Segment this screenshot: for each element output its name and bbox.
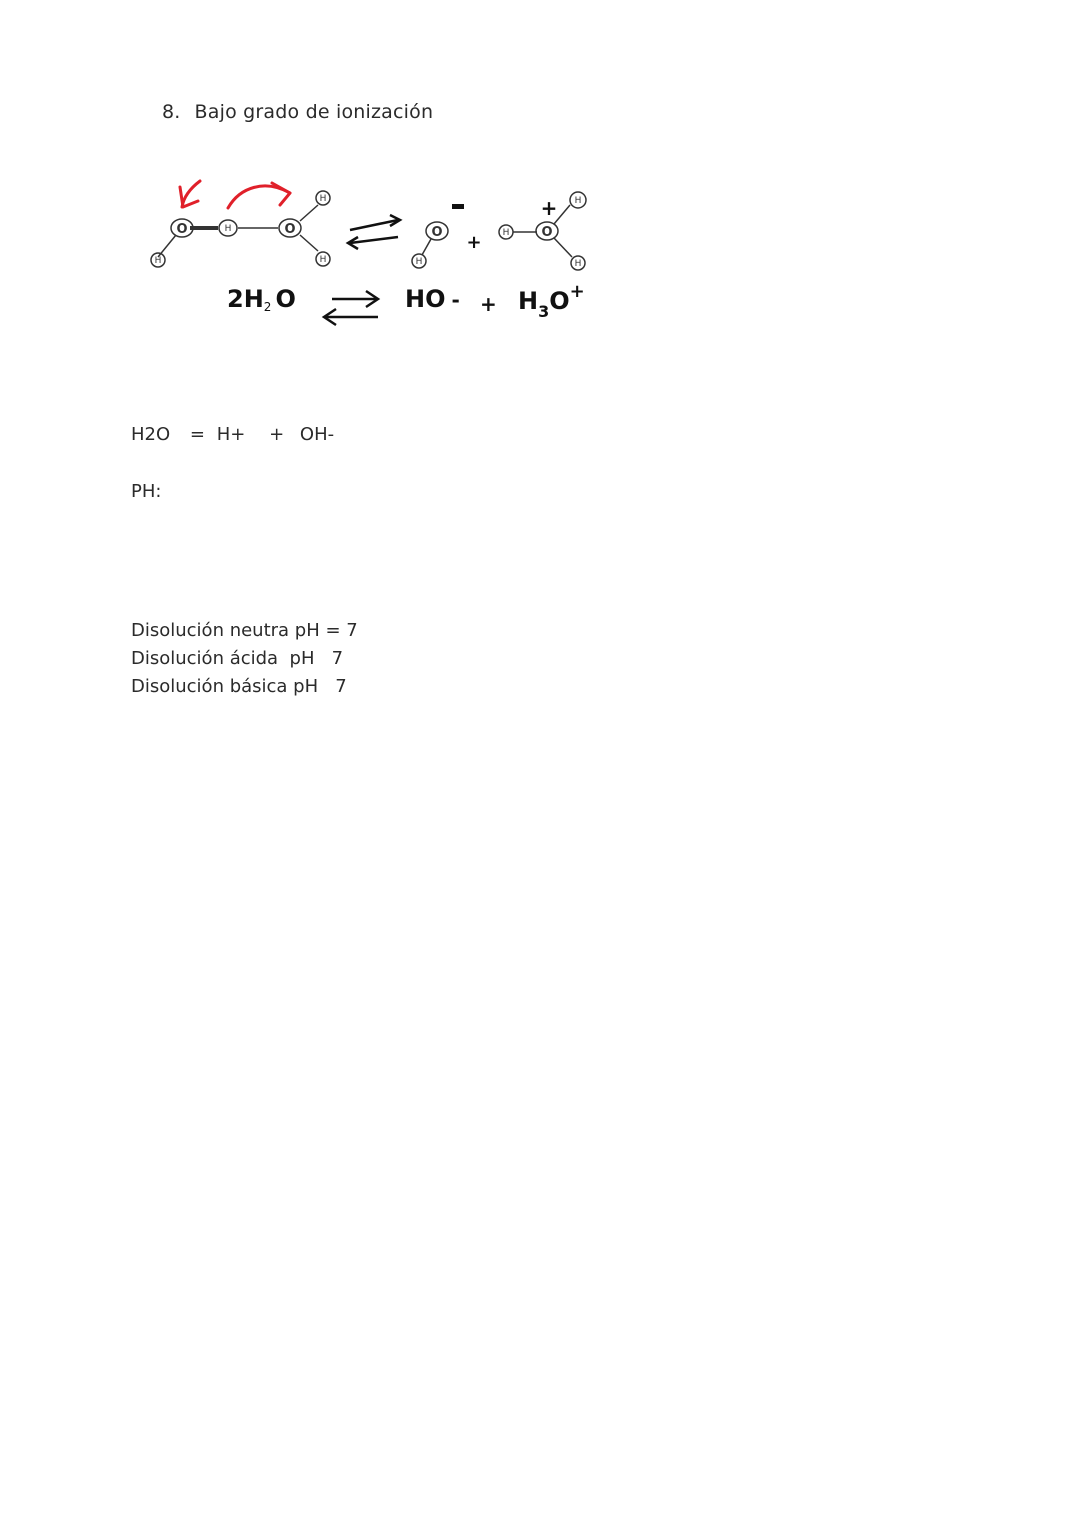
equilibrium-arrows-top (348, 215, 400, 249)
svg-text:H: H (502, 228, 510, 238)
svg-text:H: H (574, 259, 582, 269)
svg-text:H: H (224, 224, 232, 234)
solution-acid: Disolución ácida pH 7 (131, 648, 344, 669)
svg-text:H: H (154, 256, 162, 266)
section-heading (162, 101, 433, 123)
svg-text:H3O+: $H_3O^+$ (518, 281, 585, 321)
svg-text:+: + (480, 292, 497, 316)
svg-text:H: H (319, 255, 327, 265)
svg-text:H: H (319, 194, 327, 204)
electron-transfer-arrows (180, 181, 290, 208)
solution-basic: Disolución básica pH 7 (131, 676, 347, 697)
eq-plus: + (269, 424, 285, 445)
eq-oh: OH- (299, 424, 335, 445)
equilibrium-arrows-bottom (324, 291, 378, 325)
section-number: 8. (162, 101, 181, 123)
svg-text:HO-: HO - (405, 285, 460, 313)
hydronium-charge: + (540, 196, 558, 220)
eq-left: H2O (131, 424, 171, 445)
ph-label: PH: (131, 481, 162, 502)
plus-sign: + (466, 232, 482, 253)
svg-text:2H2O: 2H2 O (227, 285, 296, 314)
water-ionization-diagram (140, 175, 610, 335)
ionization-equation (131, 424, 334, 445)
svg-text:O: O (176, 222, 188, 237)
eq-h: H+ (216, 424, 246, 445)
section-title: Bajo grado de ionización (194, 101, 434, 123)
minus-charge (452, 204, 464, 209)
chemical-equation (227, 281, 585, 321)
svg-text:H: H (415, 257, 423, 267)
solution-neutral: Disolución neutra pH = 7 (131, 620, 358, 641)
svg-text:O: O (431, 225, 443, 240)
eq-equals: = (189, 424, 205, 445)
svg-text:O: O (541, 225, 553, 240)
svg-text:O: O (284, 222, 296, 237)
svg-text:H: H (574, 196, 582, 206)
